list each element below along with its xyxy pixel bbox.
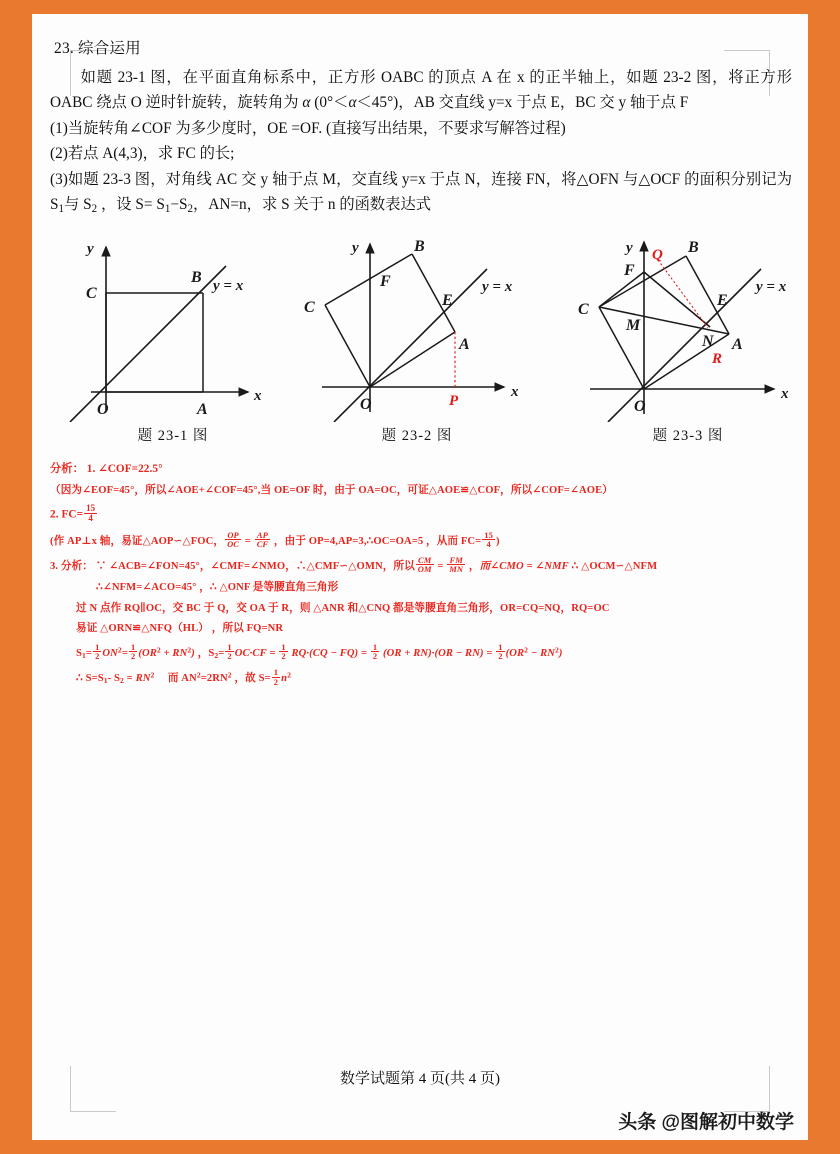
figure-23-3-point-Q: Q (652, 247, 663, 264)
figure-23-1-point-C: C (86, 285, 97, 303)
analysis-block (50, 462, 792, 686)
page-footer: 数学试题第 4 页(共 4 页) (340, 1071, 500, 1087)
figure-23-1-point-O: O (97, 401, 109, 419)
figure-23-2-x-axis-label: x (511, 384, 519, 401)
figure-23-3-point-A: A (732, 336, 743, 354)
figure-23-1-point-B: B (191, 269, 202, 287)
figure-23-3-line-equation: y = x (756, 279, 787, 296)
figure-23-2-point-P: P (449, 393, 459, 410)
analysis-line-2: （因为∠EOF=45°，所以∠AOE+∠COF=45°,当 OE=OF 时，由于 OA=OC，可证△AOE≌△COF，所以∠COF=∠AOE） (50, 484, 613, 496)
figure-23-3-caption: 题 23-3 图 (652, 428, 724, 445)
figure-23-2-line-equation: y = x (482, 279, 513, 296)
analysis-line-4: (作 AP⊥x 轴，易证△AOP∽△FOC， $\frac{OP}{OC}$ = $\frac{AP}{CF}$ ，由于 OP=4,AP=3,∴OC=OA=5 ，从而 FC= $\frac{15}{4}$ ) (50, 529, 500, 550)
analysis-line-5: 3. 分析： ∵ ∠ACB=∠FON=45°，∠CMF=∠NMO，∴△CMF∽△OMN，所以 $\frac{CM}{OM}$ = $\frac{FM}{MN}$ ，而∠CMO = ∠NMF ∴ △OCM∽△NFM (50, 554, 658, 575)
figure-23-1-line-equation: y = x (213, 278, 244, 295)
question-stem: 如题 23-1 图，在平面直角标系中，正方形 OABC 的顶点 A 在 x 的正半轴上，如题 23-2 图，将正方形 OABC 绕点 O 逆时针旋转，旋转角为 α (0°＜α＜45°)，AB 交直线 y=x 于点 E，BC 交 y 轴于点 F (50, 69, 792, 111)
analysis-line-1: 分析： 1. ∠COF=22.5° (50, 463, 163, 476)
figure-23-3-point-B: B (688, 239, 699, 257)
question-part-2: (2)若点 A(4,3)，求 FC 的长; (50, 145, 235, 163)
figure-23-3 (562, 232, 808, 445)
question-body (50, 66, 792, 218)
page-sheet (32, 14, 808, 1140)
page-content (50, 36, 792, 693)
figure-23-3-svg (562, 232, 808, 422)
figure-23-3-point-F: F (624, 262, 635, 280)
figure-23-3-x-axis-label: x (781, 386, 789, 403)
figure-23-3-y-axis-label: y (626, 240, 633, 257)
figure-23-1-caption: 题 23-1 图 (137, 428, 209, 445)
figure-23-3-point-O: O (634, 398, 646, 416)
figure-row (50, 232, 792, 450)
question-part-1: (1)当旋转角∠COF 为多少度时，OE =OF. (直接写出结果，不要求写解答过程) (50, 119, 566, 137)
figure-23-3-point-C: C (578, 301, 589, 319)
figure-23-2 (292, 232, 542, 445)
analysis-line-10: ∴ $S=S_1-$ $S_2 = RN^2$ 而 $AN^2=2RN^2$ ，故 S= $\frac{1}{2}$ $n^2$ (76, 667, 291, 687)
figure-23-1 (58, 232, 288, 445)
analysis-line-7: 过 N 点作 RQ∥OC，交 BC 于 Q，交 OA 于 R，则 △ANR 和△CNQ 都是等腰直角三角形，OR=CQ=NQ，RQ=OC (76, 602, 610, 614)
question-part-3: (3)如题 23-3 图，对角线 AC 交 y 轴于点 M，交直线 y=x 于点 N，连接 FN，将△OFN 与△OCF 的面积分别记为 $S_1$与 $S_2$ ，设 $S= S_1-S_2$，AN=n，求 S 关于 n 的函数表达式 (50, 171, 792, 215)
figure-23-2-y-axis-label: y (352, 240, 359, 257)
figure-23-1-y-axis-label: y (87, 241, 94, 258)
figure-23-1-svg (58, 232, 288, 422)
analysis-line-3: 2. FC= $\frac{15}{4}$ (50, 503, 96, 524)
figure-23-3-point-E: E (717, 292, 728, 310)
figure-23-2-point-B: B (414, 238, 425, 256)
question-number: 23. 综合运用 (54, 40, 141, 57)
figure-23-2-caption: 题 23-2 图 (381, 428, 453, 445)
analysis-line-6: ∴∠NFM=∠ACO=45° ，∴ △ONF 是等腰直角三角形 (96, 582, 339, 594)
figure-23-3-point-R: R (712, 351, 723, 368)
figure-23-2-point-F: F (380, 273, 391, 291)
figure-23-1-x-axis-label: x (254, 388, 262, 405)
figure-23-1-point-A: A (197, 401, 208, 419)
figure-23-2-point-A: A (459, 336, 470, 354)
watermark (618, 1107, 794, 1134)
analysis-line-9: $S_1=$ $\frac{1}{2}$ $ON^2=$ $\frac{1}{2}$ $(OR^2 + RN^2)$ ，$S_2=$ $\frac{1}{2}$ OC·CF = $\frac{1}{2}$ RQ·(CQ − FQ) = $\frac{1}{2}$ (OR + RN)·(OR − RN) = $\frac{1}{2}$ $(OR^2 - RN^2)$ (76, 641, 563, 662)
analysis-line-8: 易证 △ORN≌△NFQ（HL） ，所以 FQ=NR (76, 623, 284, 635)
figure-23-2-point-O: O (360, 396, 372, 414)
figure-23-2-point-C: C (304, 299, 315, 317)
figure-23-2-point-E: E (442, 292, 453, 310)
figure-23-3-point-N: N (702, 333, 714, 351)
figure-23-3-point-M: M (626, 317, 641, 335)
watermark-text: 头条 @图解初中数学 (618, 1112, 794, 1133)
figure-23-2-svg (292, 232, 542, 422)
